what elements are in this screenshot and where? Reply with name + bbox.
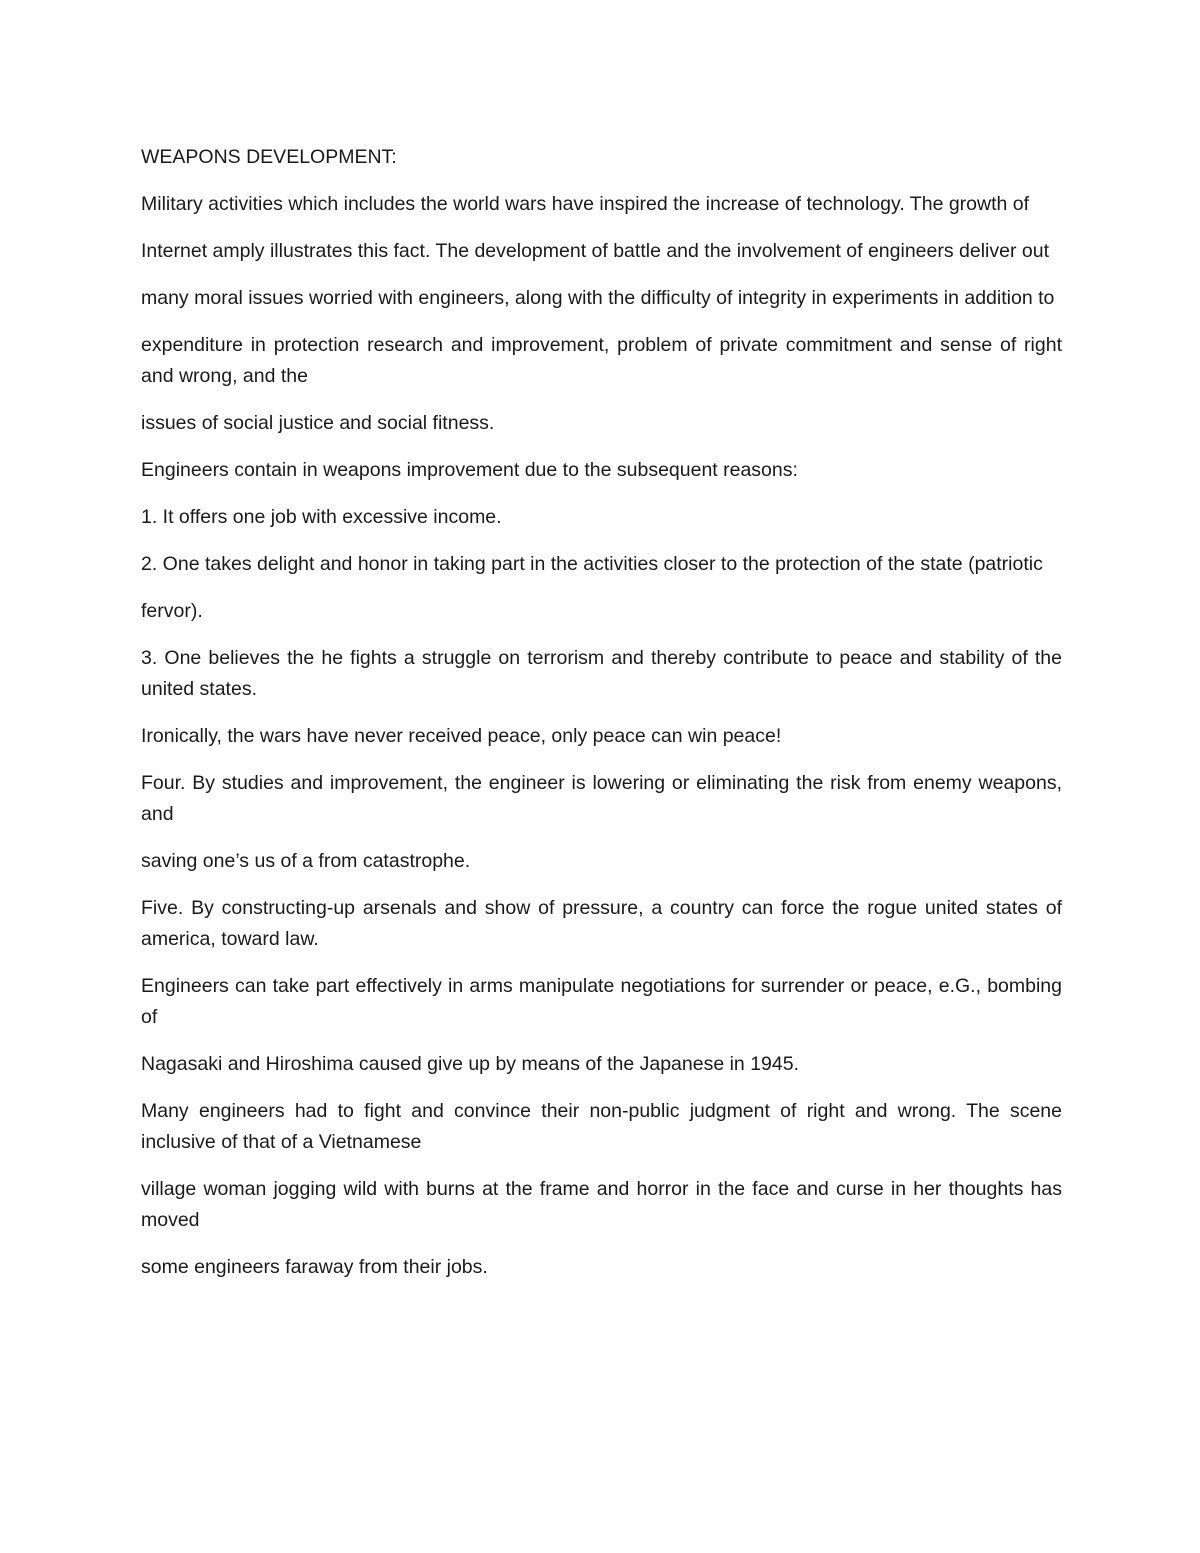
paragraph: many moral issues worried with engineers, along with the difficulty of integrity in experiments in addition to xyxy=(141,287,1055,309)
paragraph: issues of social justice and social fitness. xyxy=(141,412,495,434)
paragraph: some engineers faraway from their jobs. xyxy=(141,1256,488,1278)
list-item: 2. One takes delight and honor in taking part in the activities closer to the protection of the state (patriotic xyxy=(141,553,1043,575)
paragraph: Ironically, the wars have never received peace, only peace can win peace! xyxy=(141,725,782,747)
paragraph: Engineers can take part effectively in arms manipulate negotiations for surrender or peace, e.G., bombing of xyxy=(141,975,1062,1028)
paragraph: village woman jogging wild with burns at the frame and horror in the face and curse in her thoughts has moved xyxy=(141,1178,1062,1231)
document-body xyxy=(141,142,1062,1299)
paragraph: Engineers contain in weapons improvement due to the subsequent reasons: xyxy=(141,459,798,481)
document-heading: WEAPONS DEVELOPMENT: xyxy=(141,146,397,168)
paragraph: saving one’s us of a from catastrophe. xyxy=(141,850,471,872)
list-item: 1. It offers one job with excessive income. xyxy=(141,506,502,528)
list-item: 3. One believes the he fights a struggle on terrorism and thereby contribute to peace and stability of the united states. xyxy=(141,647,1062,700)
list-item: Five. By constructing-up arsenals and show of pressure, a country can force the rogue united states of america, toward law. xyxy=(141,897,1062,950)
paragraph: Military activities which includes the world wars have inspired the increase of technology. The growth of xyxy=(141,193,1030,215)
paragraph: Internet amply illustrates this fact. The development of battle and the involvement of engineers deliver out xyxy=(141,240,1049,262)
paragraph: Many engineers had to fight and convince their non-public judgment of right and wrong. The scene inclusive of that of a Vietnamese xyxy=(141,1100,1062,1153)
paragraph: fervor). xyxy=(141,600,203,622)
paragraph: expenditure in protection research and improvement, problem of private commitment and sense of right and wrong, and the xyxy=(141,334,1062,387)
paragraph: Nagasaki and Hiroshima caused give up by means of the Japanese in 1945. xyxy=(141,1053,799,1075)
list-item: Four. By studies and improvement, the engineer is lowering or eliminating the risk from enemy weapons, and xyxy=(141,772,1062,825)
